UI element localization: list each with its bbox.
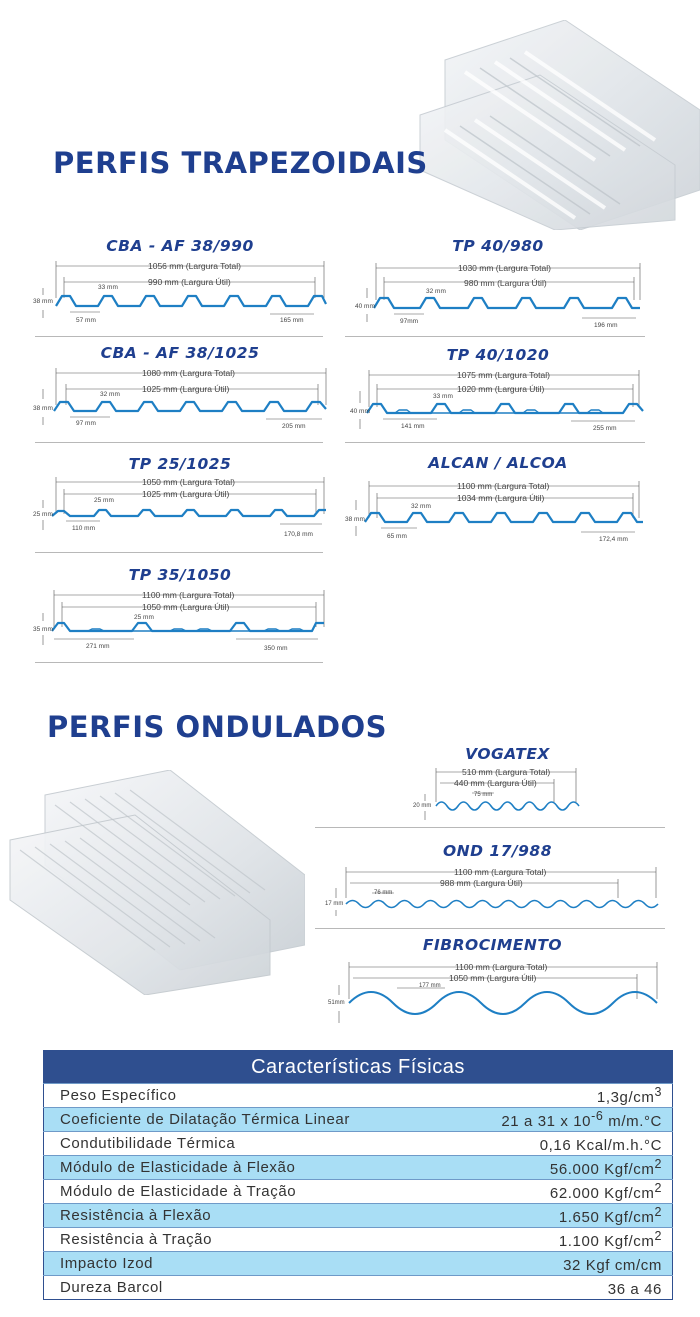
profile-title-tp-40-980: TP 40/980 <box>452 237 544 255</box>
dim-pitch-2: 205 mm <box>282 423 306 430</box>
dim-util-o0: 440 mm (Largura Útil) <box>454 778 537 788</box>
property-value: 0,16 Kcal/m.h.°C <box>439 1132 673 1156</box>
separator <box>315 827 665 828</box>
dim-top-6: 25 mm <box>134 614 154 621</box>
dim-base-0: 57 mm <box>76 317 96 324</box>
table-row <box>44 1228 673 1252</box>
profile-title-alcan-alcoa: ALCAN / ALCOA <box>428 454 568 472</box>
profile-diagram-fibrocimento <box>325 959 663 1029</box>
table-row <box>44 1252 673 1276</box>
table-row <box>44 1204 673 1228</box>
dim-pitch-0: 165 mm <box>280 317 304 324</box>
profile-title-vogatex: VOGATEX <box>465 745 550 763</box>
profile-diagram-tp-35-1050 <box>30 585 330 657</box>
dim-total-6: 1100 mm (Largura Total) <box>142 590 235 600</box>
dim-base-2: 97 mm <box>76 420 96 427</box>
property-value: 56.000 Kgf/$cm^2$ <box>439 1156 673 1180</box>
dim-pitch-5: 172,4 mm <box>599 536 628 543</box>
separator <box>35 552 323 553</box>
dim-base-6: 271 mm <box>86 643 110 650</box>
profile-diagram-vogatex <box>410 766 590 826</box>
property-value: 1.650 Kgf/$cm^2$ <box>439 1204 673 1228</box>
dim-pitch-o2: 177 mm <box>419 983 441 989</box>
dim-total-0: 1056 mm (Largura Total) <box>148 261 241 271</box>
dim-pitch-3: 255 mm <box>593 425 617 432</box>
profile-diagram-tp-40-1020 <box>345 367 650 439</box>
property-value: $1,3g/cm^3$ <box>439 1084 673 1108</box>
dim-util-3: 1020 mm (Largura Útil) <box>457 384 545 394</box>
dim-top-4: 25 mm <box>94 497 114 504</box>
profile-title-tp-40-1020: TP 40/1020 <box>446 346 550 364</box>
dim-util-1: 980 mm (Largura Útil) <box>464 278 547 288</box>
profile-title-cba-af-38-1025: CBA - AF 38/1025 <box>100 344 260 362</box>
profile-diagram-cba-af-38-1025 <box>30 365 330 437</box>
dim-util-o2: 1050 mm (Largura Útil) <box>449 973 537 983</box>
trapezoidal-section-title: PERFIS TRAPEZOIDAIS <box>53 146 428 180</box>
dim-h-1: 40 mm <box>355 303 375 310</box>
table-row <box>44 1276 673 1300</box>
dim-h-o1: 17 mm <box>325 901 344 907</box>
table-row <box>44 1108 673 1132</box>
dim-pitch-1: 196 mm <box>594 322 618 329</box>
profile-title-cba-af-38-990: CBA - AF 38/990 <box>106 237 254 255</box>
profile-diagram-tp-40-980 <box>350 260 650 332</box>
table-row <box>44 1156 673 1180</box>
property-label: Resistência à Tração <box>44 1228 439 1252</box>
profile-diagram-ond-17-988 <box>322 864 662 920</box>
dim-total-2: 1080 mm (Largura Total) <box>142 368 235 378</box>
dim-util-5: 1034 mm (Largura Útil) <box>457 493 545 503</box>
dim-total-5: 1100 mm (Largura Total) <box>457 481 550 491</box>
corrugated-sheet-image <box>5 770 305 995</box>
physical-properties-table <box>43 1050 673 1300</box>
trapezoidal-sheet-image <box>405 20 700 230</box>
profile-diagram-tp-25-1025 <box>30 474 330 546</box>
dim-pitch-o1: 76 mm <box>374 890 393 896</box>
dim-top-2: 32 mm <box>100 391 120 398</box>
separator <box>35 336 323 337</box>
dim-total-o0: 510 mm (Largura Total) <box>462 767 551 777</box>
profile-diagram-cba-af-38-990 <box>30 258 330 328</box>
separator <box>315 928 665 929</box>
dim-total-4: 1050 mm (Largura Total) <box>142 477 235 487</box>
dim-total-1: 1030 mm (Largura Total) <box>458 263 551 273</box>
separator <box>35 662 323 663</box>
table-row <box>44 1084 673 1108</box>
dim-h-o2: 51mm <box>328 1000 345 1006</box>
dim-top-1: 32 mm <box>426 288 446 295</box>
property-label: Coeficiente de Dilatação Térmica Linear <box>44 1108 439 1132</box>
dim-base-5: 65 mm <box>387 533 407 540</box>
property-value: 62.000 Kgf/$cm^2$ <box>439 1180 673 1204</box>
property-value: 1.100 Kgf/$cm^2$ <box>439 1228 673 1252</box>
property-value: 32 Kgf cm/cm <box>439 1252 673 1276</box>
profile-title-tp-25-1025: TP 25/1025 <box>128 455 232 473</box>
dim-util-6: 1050 mm (Largura Útil) <box>142 602 230 612</box>
property-label: Módulo de Elasticidade à Flexão <box>44 1156 439 1180</box>
profile-title-fibrocimento: FIBROCIMENTO <box>422 936 563 954</box>
dim-util-o1: 988 mm (Largura Útil) <box>440 878 523 888</box>
property-label: Dureza Barcol <box>44 1276 439 1300</box>
dim-total-3: 1075 mm (Largura Total) <box>457 370 550 380</box>
dim-pitch-o0: 75 mm <box>474 792 493 798</box>
dim-util-4: 1025 mm (Largura Útil) <box>142 489 230 499</box>
dim-top-5: 32 mm <box>411 503 431 510</box>
property-label: Módulo de Elasticidade à Tração <box>44 1180 439 1204</box>
table-row <box>44 1180 673 1204</box>
dim-pitch-6: 350 mm <box>264 645 288 652</box>
dim-h-3: 40 mm <box>350 408 370 415</box>
profile-title-tp-35-1050: TP 35/1050 <box>128 566 232 584</box>
dim-h-6: 35 mm <box>33 626 53 633</box>
dim-base-3: 141 mm <box>401 423 425 430</box>
property-value: 36 a 46 <box>439 1276 673 1300</box>
dim-total-o1: 1100 mm (Largura Total) <box>454 867 547 877</box>
dim-h-o0: 20 mm <box>413 803 432 809</box>
table-body <box>44 1084 673 1300</box>
dim-base-4: 110 mm <box>72 525 95 532</box>
table-title: Características Físicas <box>44 1051 673 1084</box>
dim-h-2: 38 mm <box>33 405 53 412</box>
table-row <box>44 1132 673 1156</box>
property-value: 21 a 31 x $10^{-6}$ m/m.°C <box>439 1108 673 1132</box>
property-label: Condutibilidade Térmica <box>44 1132 439 1156</box>
profile-diagram-alcan-alcoa <box>345 478 650 550</box>
property-label: Impacto Izod <box>44 1252 439 1276</box>
dim-h-0: 38 mm <box>33 298 53 305</box>
dim-util-2: 1025 mm (Largura Útil) <box>142 384 230 394</box>
separator <box>345 442 645 443</box>
property-label: Resistência à Flexão <box>44 1204 439 1228</box>
dim-h-5: 38 mm <box>345 516 365 523</box>
corrugated-section-title: PERFIS ONDULADOS <box>47 710 388 744</box>
separator <box>345 336 645 337</box>
dim-util-0: 990 mm (Largura Útil) <box>148 277 231 287</box>
property-label: Peso Específico <box>44 1084 439 1108</box>
dim-h-4: 25 mm <box>33 511 53 518</box>
dim-base-1: 97mm <box>400 318 419 325</box>
dim-total-o2: 1100 mm (Largura Total) <box>455 962 548 972</box>
dim-pitch-4: 170,8 mm <box>284 531 313 538</box>
dim-top-3: 33 mm <box>433 393 453 400</box>
dim-top-0: 33 mm <box>98 284 118 291</box>
separator <box>35 442 323 443</box>
profile-title-ond-17-988: OND 17/988 <box>443 842 552 860</box>
